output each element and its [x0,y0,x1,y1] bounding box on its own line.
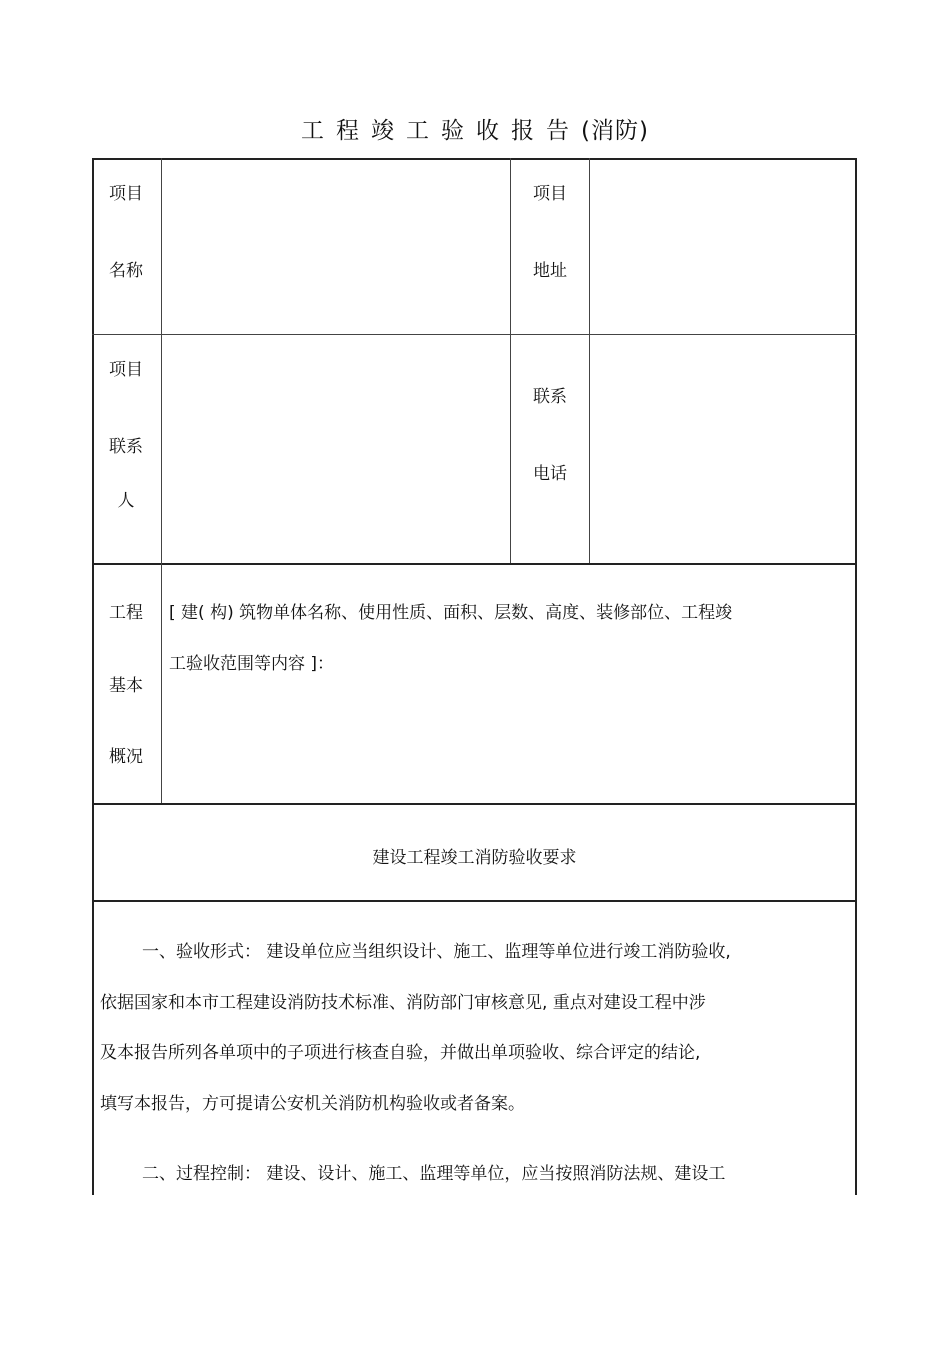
report-table [92,158,857,1195]
label-project-name-1: 项目 [109,184,143,204]
row-divider-1 [92,334,857,335]
para-line-3: 及本报告所列各单项中的子项进行核查自验，并做出单项验收、综合评定的结论, [100,1043,701,1063]
col-divider-mid [510,158,511,563]
col-divider-label [161,158,162,803]
col-divider-right-label [589,158,590,563]
row-divider-2 [92,563,857,565]
overview-content-line-2: 工验收范围等内容 ]： [169,654,335,674]
label-overview-1: 工程 [109,603,143,623]
row-divider-4 [92,900,857,902]
title-suffix: (消防) [581,118,649,144]
label-contact-person-1: 项目 [109,360,143,380]
label-contact-phone-1: 联系 [533,387,567,407]
para-line-2: 依据国家和本市工程建设消防技术标准、消防部门审核意见, 重点对建设工程中涉 [100,993,706,1013]
label-project-address-2: 地址 [533,261,567,281]
overview-content-line-1: [ 建( 构) 筑物单体名称、使用性质、面积、层数、高度、装修部位、工程竣 [169,603,733,623]
para-line-5: 二、过程控制： 建设、设计、施工、监理等单位，应当按照消防法规、建设工 [142,1164,726,1184]
label-overview-3: 概况 [109,747,143,767]
para-line-1: 一、验收形式： 建设单位应当组织设计、施工、监理等单位进行竣工消防验收, [142,942,731,962]
para-line-4: 填写本报告，方可提请公安机关消防机构验收或者备案。 [100,1094,525,1114]
label-project-name-2: 名称 [109,261,143,281]
label-overview-2: 基本 [109,676,143,696]
title-main: 工程竣工验收报告 [301,118,582,144]
label-contact-phone-2: 电话 [533,464,567,484]
section-title: 建设工程竣工消防验收要求 [372,848,577,868]
label-contact-person-2: 联系 [109,437,143,457]
row-divider-3 [92,803,857,805]
label-project-address-1: 项目 [533,184,567,204]
page-title [0,112,950,145]
label-contact-person-3: 人 [117,491,135,511]
